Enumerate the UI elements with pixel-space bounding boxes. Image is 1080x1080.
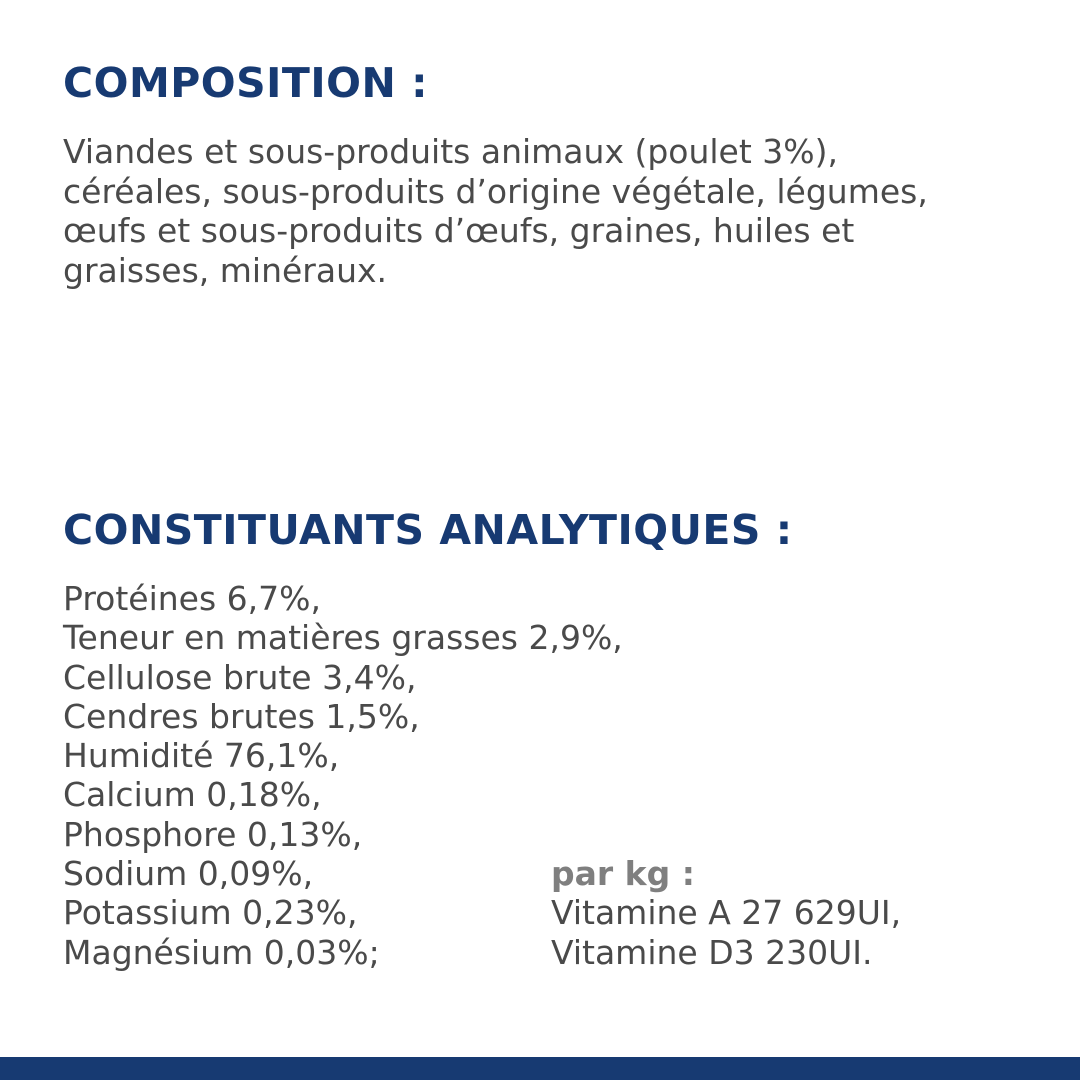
composition-text bbox=[63, 132, 1053, 290]
composition-line: Viandes et sous-produits animaux (poulet 3%), bbox=[63, 132, 839, 171]
analytics-item-cendres: Cendres brutes 1,5%, bbox=[63, 696, 420, 736]
analytics-heading: CONSTITUANTS ANALYTIQUES : bbox=[63, 506, 793, 554]
per-kg-item-vitamine-a: Vitamine A 27 629UI, bbox=[551, 893, 902, 933]
analytics-item-potassium: Potassium 0,23%, bbox=[63, 893, 358, 933]
analytics-item-calcium: Calcium 0,18%, bbox=[63, 775, 322, 815]
composition-line: céréales, sous-produits d’origine végétale, légumes, bbox=[63, 171, 928, 211]
analytics-item-cellulose: Cellulose brute 3,4%, bbox=[63, 657, 417, 697]
analytics-item-sodium: Sodium 0,09%, bbox=[63, 854, 314, 894]
analytics-item-humidite: Humidité 76,1%, bbox=[63, 736, 340, 776]
per-kg-heading: par kg : bbox=[551, 854, 695, 893]
analytics-item-magnesium: Magnésium 0,03%; bbox=[63, 932, 380, 972]
analytics-item-proteines: Protéines 6,7%, bbox=[63, 579, 321, 618]
per-kg-section bbox=[551, 854, 901, 972]
analytics-item-matieres-grasses: Teneur en matières grasses 2,9%, bbox=[63, 618, 623, 658]
analytics-list bbox=[63, 579, 623, 972]
footer-bar bbox=[0, 1057, 1080, 1080]
composition-line: œufs et sous-produits d’œufs, graines, huiles et bbox=[63, 211, 855, 250]
analytics-item-phosphore: Phosphore 0,13%, bbox=[63, 814, 363, 854]
per-kg-item-vitamine-d3: Vitamine D3 230UI. bbox=[551, 932, 873, 972]
composition-line: graisses, minéraux. bbox=[63, 250, 388, 290]
composition-heading: COMPOSITION : bbox=[63, 59, 428, 107]
